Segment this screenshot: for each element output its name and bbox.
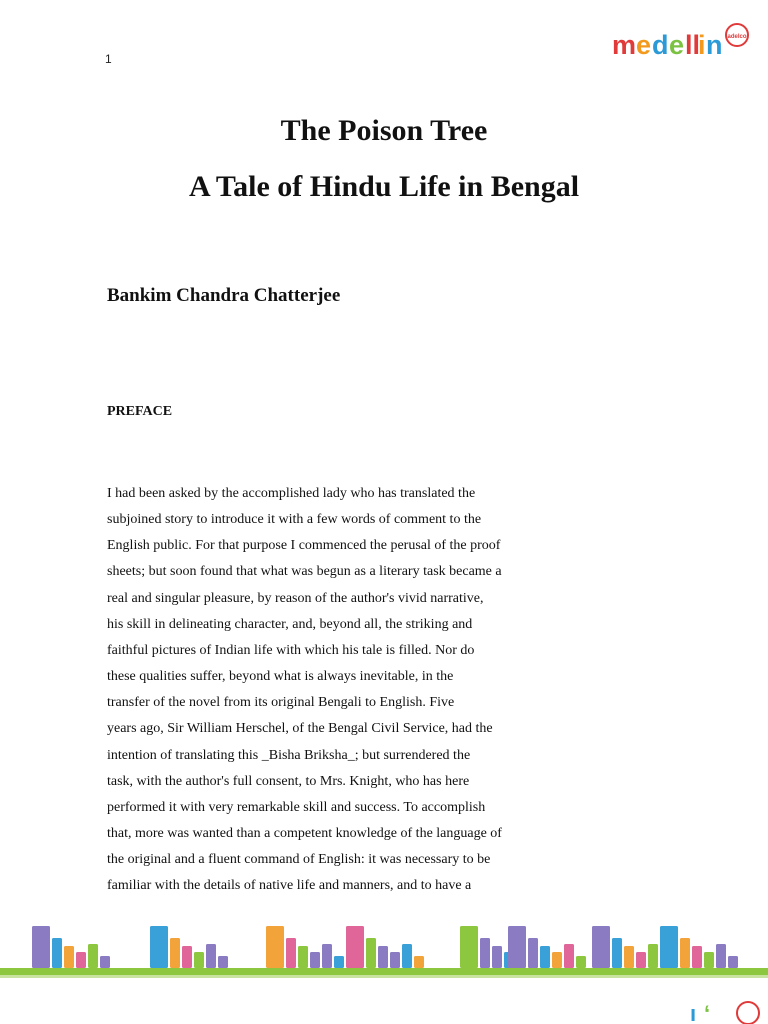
book-spine bbox=[310, 952, 320, 968]
book-spine bbox=[266, 926, 284, 968]
author-name: Bankim Chandra Chatterjee bbox=[107, 285, 341, 306]
book-spine bbox=[206, 944, 216, 968]
svg-text:ll: ll bbox=[685, 30, 701, 60]
book-spine bbox=[52, 938, 62, 968]
bookshelf-footer bbox=[0, 915, 768, 1024]
partial-logo-bottom bbox=[690, 1001, 759, 1024]
body-line: years ago, Sir William Herschel, of the Bengal Civil Service, had the bbox=[107, 721, 493, 737]
book-spine bbox=[564, 944, 574, 968]
body-line: real and singular pleasure, by reason of the author's vivid narrative, bbox=[107, 590, 484, 606]
book-spine bbox=[286, 938, 296, 968]
medellin-logo bbox=[610, 18, 760, 64]
book-spine bbox=[390, 952, 400, 968]
title-line-2: A Tale of Hindu Life in Bengal bbox=[188, 170, 580, 203]
book-spine bbox=[480, 938, 490, 968]
body-line: English public. For that purpose I commenced the perusal of the proof bbox=[107, 538, 501, 554]
book-spine bbox=[648, 944, 658, 968]
book-spine bbox=[100, 956, 110, 968]
body-line: task, with the author's full consent, to Mrs. Knight, who has here bbox=[107, 773, 470, 789]
body-line: the original and a fluent command of English: it was necessary to be bbox=[107, 852, 491, 868]
book-spine bbox=[508, 926, 526, 968]
book-spine bbox=[378, 946, 388, 968]
svg-text:e: e bbox=[669, 30, 685, 60]
book-spine bbox=[32, 926, 50, 968]
book-spine bbox=[612, 938, 622, 968]
body-line: faithful pictures of Indian life with which his tale is filled. Nor do bbox=[107, 642, 475, 658]
green-ground-shadow bbox=[0, 975, 768, 978]
svg-text:‘: ‘ bbox=[704, 1001, 711, 1024]
page-number: 1 bbox=[105, 52, 112, 66]
body-line: his skill in delineating character, and, beyond all, the striking and bbox=[107, 616, 473, 632]
svg-text:e: e bbox=[636, 30, 652, 60]
book-spine bbox=[728, 956, 738, 968]
green-ground-band bbox=[0, 968, 768, 975]
title-line-1: The Poison Tree bbox=[280, 114, 488, 147]
book-spine bbox=[334, 956, 344, 968]
body-line: these qualities suffer, beyond what is always inevitable, in the bbox=[107, 669, 454, 685]
book-spine bbox=[660, 926, 678, 968]
body-line: familiar with the details of native life and manners, and to have a bbox=[107, 878, 472, 894]
book-spine bbox=[680, 938, 690, 968]
body-line: sheets; but soon found that what was begun as a literary task became a bbox=[107, 564, 502, 580]
book-spine bbox=[636, 952, 646, 968]
body-line: intention of translating this _Bisha Briksha_; but surrendered the bbox=[107, 747, 471, 763]
book-spine bbox=[64, 946, 74, 968]
body-line: I had been asked by the accomplished lady who has translated the bbox=[107, 486, 476, 501]
book-spine bbox=[218, 956, 228, 968]
book-spine bbox=[76, 952, 86, 968]
book-spine bbox=[492, 946, 502, 968]
book-spine bbox=[322, 944, 332, 968]
body-line: that, more was wanted than a competent knowledge of the language of bbox=[107, 826, 502, 842]
book-spine bbox=[298, 946, 308, 968]
book-spine bbox=[170, 938, 180, 968]
book-spine bbox=[150, 926, 168, 968]
svg-text:m: m bbox=[612, 30, 637, 60]
body-line: performed it with very remarkable skill and success. To accomplish bbox=[107, 799, 486, 815]
svg-text:d: d bbox=[652, 30, 669, 60]
section-heading: PREFACE bbox=[107, 404, 173, 419]
svg-text:i: i bbox=[698, 30, 706, 60]
book-spine bbox=[414, 956, 424, 968]
body-line: transfer of the novel from its original Bengali to English. Five bbox=[107, 695, 455, 711]
book-spine bbox=[540, 946, 550, 968]
book-spine bbox=[552, 952, 562, 968]
svg-text:ı: ı bbox=[690, 1001, 697, 1024]
book-spine bbox=[692, 946, 702, 968]
book-spine bbox=[460, 926, 478, 968]
book-spine bbox=[182, 946, 192, 968]
preface-body bbox=[107, 481, 547, 900]
book-spine bbox=[194, 952, 204, 968]
svg-text:adelco: adelco bbox=[727, 34, 747, 40]
book-spine bbox=[528, 938, 538, 968]
book-spine bbox=[716, 944, 726, 968]
book-spine bbox=[346, 926, 364, 968]
book-spine bbox=[88, 944, 98, 968]
book-spine bbox=[366, 938, 376, 968]
book-spine bbox=[592, 926, 610, 968]
svg-text:n: n bbox=[706, 30, 723, 60]
book-spine bbox=[402, 944, 412, 968]
book-spine bbox=[704, 952, 714, 968]
body-line: subjoined story to introduce it with a few words of comment to the bbox=[107, 512, 482, 528]
book-spine bbox=[576, 956, 586, 968]
book-spine bbox=[624, 946, 634, 968]
